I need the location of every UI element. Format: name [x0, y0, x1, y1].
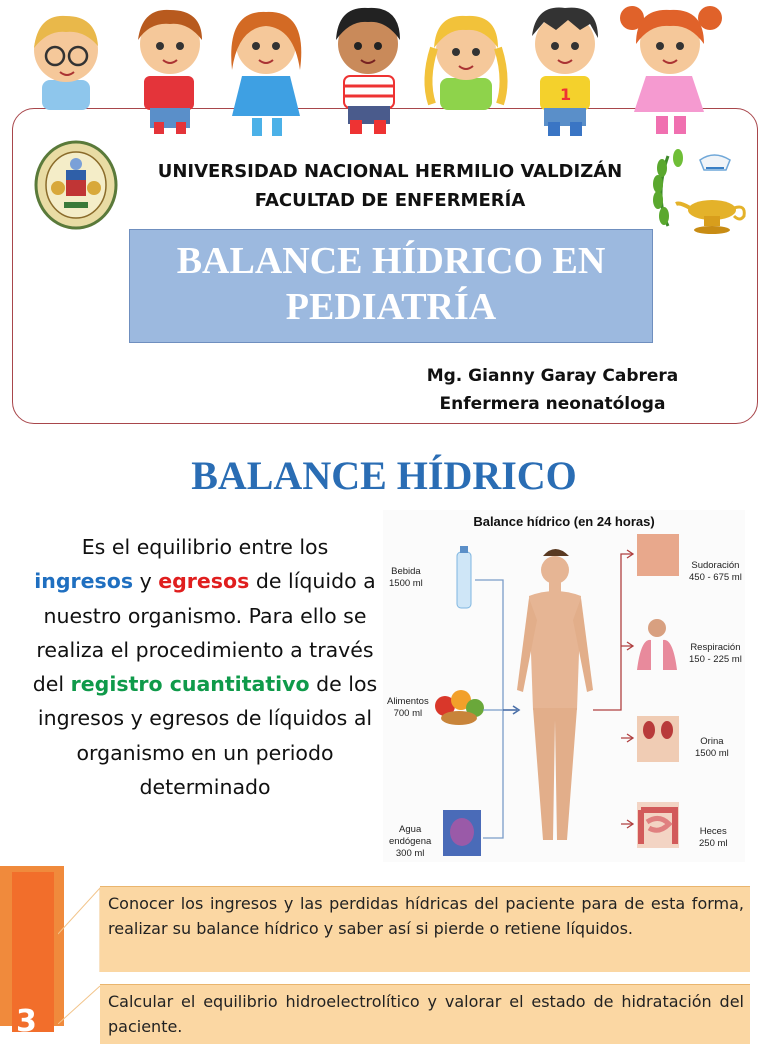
kid-5 — [428, 16, 503, 110]
kid-6 — [532, 8, 598, 136]
kids-illustration — [20, 0, 750, 142]
university-seal-icon — [34, 140, 118, 230]
faculty-name: FACULTAD DE ENFERMERÍA — [254, 190, 526, 211]
presentation-title-box — [129, 229, 653, 343]
egresos-term: egresos — [158, 569, 250, 594]
output-urine-label: Orina 1500 ml — [695, 736, 729, 759]
def-text-2: líquido a nuestro organismo. Para ello se realiza el procedimiento a través del — [32, 569, 376, 697]
presentation-title — [130, 238, 652, 330]
objective-item-1: Conocer los ingresos y las perdidas hídricas del paciente para de esta forma, realizar su balance hídrico y saber así si pierde o retiene líquidos. — [100, 886, 750, 972]
intake-endogenous-label: Agua endógena 300 ml — [389, 824, 432, 859]
intake-drink-label: Bebida 1500 ml — [389, 566, 423, 589]
author-block — [380, 362, 725, 418]
output-breath-label: Respiración 150 - 225 ml — [689, 642, 742, 665]
def-text-1: Es el equilibrio entre los — [81, 535, 329, 559]
output-feces-label: Heces 250 ml — [699, 826, 728, 849]
nursing-lamp-icon — [650, 146, 750, 238]
definition-slide — [0, 432, 768, 864]
slide-number-fragment: 3 — [16, 1004, 37, 1039]
registro-term: registro cuantitativo — [70, 672, 310, 697]
kid-2 — [138, 10, 202, 134]
objectives-slide — [0, 864, 768, 1039]
title-line-1: BALANCE HÍDRICO EN — [176, 240, 606, 282]
intake-food-label: Alimentos 700 ml — [387, 696, 429, 719]
intestine-icon — [637, 802, 679, 848]
cell-icon — [443, 810, 481, 856]
water-bottle-icon — [457, 546, 471, 608]
definition-title: BALANCE HÍDRICO — [191, 453, 577, 498]
water-balance-diagram — [383, 510, 745, 862]
def-text-de: de — [249, 569, 282, 594]
kid-7 — [620, 6, 722, 134]
food-icon — [435, 690, 484, 725]
objective-item-2: Calcular el equilibrio hidroelectrolítico y valorar el estado de hidratación del paciente. — [100, 984, 750, 1044]
def-text-y: y — [133, 569, 159, 594]
kid-1 — [34, 16, 98, 110]
author-role: Enfermera neonatóloga — [439, 394, 666, 414]
kid-3 — [231, 12, 301, 136]
university-name: UNIVERSIDAD NACIONAL HERMILIO VALDIZÁN — [157, 161, 623, 182]
human-body-icon — [517, 549, 593, 840]
def-text-3: de los ingresos y egresos de líquidos al organismo en un periodo determinado — [37, 672, 378, 800]
ingresos-term: ingresos — [34, 569, 134, 594]
diagram-title: Balance hídrico (en 24 horas) — [473, 514, 655, 529]
skin-icon — [637, 534, 679, 576]
author-name: Mg. Gianny Garay Cabrera — [426, 366, 679, 386]
svg-text:1: 1 — [560, 85, 572, 104]
institution-header — [120, 157, 660, 215]
kidneys-icon — [637, 716, 679, 762]
title-line-2: PEDIATRÍA — [285, 286, 497, 328]
output-sweat-label: Sudoración 450 - 675 ml — [689, 560, 742, 583]
lungs-icon — [637, 619, 677, 670]
cover-slide — [0, 0, 768, 432]
definition-text — [22, 530, 388, 804]
kid-4 — [336, 8, 400, 134]
